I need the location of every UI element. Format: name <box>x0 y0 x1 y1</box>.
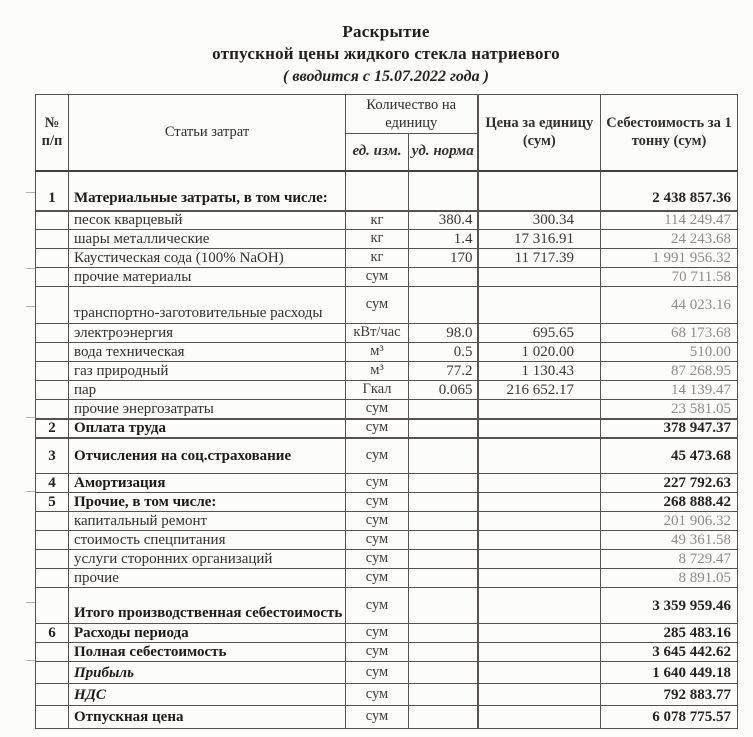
unit-of-measure: сум <box>346 493 409 512</box>
header-unit-of-measure: ед. изм. <box>346 133 409 171</box>
unit-price-value: 300.34 <box>478 211 601 230</box>
unit-of-measure: сум <box>346 684 409 706</box>
header-cost-items: Статьи затрат <box>69 94 346 171</box>
unit-price-value: 1 020.00 <box>478 343 601 362</box>
cost-item-label: НДС <box>69 684 346 706</box>
specific-norm-value <box>409 684 478 706</box>
document-content <box>35 0 737 729</box>
cost-item-label: транспортно-заготовительные расходы <box>69 287 346 324</box>
cost-item-label: песок кварцевый <box>69 211 346 230</box>
table-row <box>36 171 738 211</box>
cost-per-tonne-value: 6 078 775.57 <box>601 706 738 729</box>
unit-of-measure: сум <box>346 512 409 531</box>
row-number <box>36 249 69 268</box>
cost-per-tonne-value: 227 792.63 <box>601 474 738 493</box>
cost-item-label: Прочие, в том числе: <box>69 493 346 512</box>
specific-norm-value: 98.0 <box>409 324 478 343</box>
specific-norm-value <box>409 512 478 531</box>
unit-of-measure: сум <box>346 588 409 624</box>
scan-artifact <box>26 491 35 492</box>
unit-price-value <box>478 569 601 588</box>
header-specific-norm: уд. норма <box>409 133 478 171</box>
table-row <box>36 400 738 419</box>
scan-artifact <box>26 268 35 269</box>
unit-of-measure: сум <box>346 643 409 662</box>
row-number <box>36 362 69 381</box>
unit-of-measure: сум <box>346 624 409 643</box>
unit-of-measure: сум <box>346 438 409 474</box>
cost-per-tonne-value: 1 991 956.32 <box>601 249 738 268</box>
specific-norm-value <box>409 171 478 211</box>
cost-item-label: Материальные затраты, в том числе: <box>69 171 346 211</box>
specific-norm-value: 0.5 <box>409 343 478 362</box>
cost-disclosure-table <box>35 94 738 730</box>
cost-item-label: Оплата труда <box>69 419 346 438</box>
cost-item-label: вода техническая <box>69 343 346 362</box>
cost-item-label: капитальный ремонт <box>69 512 346 531</box>
row-number <box>36 230 69 249</box>
cost-per-tonne-value: 3 359 959.46 <box>601 588 738 624</box>
row-number: 1 <box>36 171 69 211</box>
row-number <box>36 400 69 419</box>
cost-per-tonne-value: 24 243.68 <box>601 230 738 249</box>
row-number <box>36 268 69 287</box>
unit-of-measure: м³ <box>346 343 409 362</box>
specific-norm-value <box>409 400 478 419</box>
row-number: 3 <box>36 438 69 474</box>
scan-artifact <box>26 192 35 193</box>
unit-price-value <box>478 171 601 211</box>
table-row <box>36 643 738 662</box>
specific-norm-value <box>409 493 478 512</box>
unit-of-measure: сум <box>346 400 409 419</box>
cost-item-label: Амортизация <box>69 474 346 493</box>
unit-of-measure: сум <box>346 662 409 684</box>
table-row <box>36 343 738 362</box>
cost-item-label: Полная себестоимость <box>69 643 346 662</box>
table-header <box>36 94 738 171</box>
table-row <box>36 512 738 531</box>
cost-per-tonne-value: 378 947.37 <box>601 419 738 438</box>
unit-price-value: 11 717.39 <box>478 249 601 268</box>
unit-price-value <box>478 400 601 419</box>
specific-norm-value <box>409 643 478 662</box>
table-row <box>36 550 738 569</box>
table-row <box>36 324 738 343</box>
row-number <box>36 550 69 569</box>
cost-per-tonne-value: 114 249.47 <box>601 211 738 230</box>
cost-per-tonne-value: 8 729.47 <box>601 550 738 569</box>
scan-artifact <box>26 306 35 307</box>
row-number <box>36 662 69 684</box>
row-number <box>36 643 69 662</box>
unit-of-measure: сум <box>346 474 409 493</box>
unit-price-value: 17 316.91 <box>478 230 601 249</box>
cost-item-label: электроэнергия <box>69 324 346 343</box>
row-number <box>36 512 69 531</box>
specific-norm-value <box>409 438 478 474</box>
unit-price-value <box>478 684 601 706</box>
header-row-number: № п/п <box>36 94 69 171</box>
row-number <box>36 381 69 400</box>
row-number <box>36 569 69 588</box>
unit-of-measure: Гкал <box>346 381 409 400</box>
cost-item-label: прочие материалы <box>69 268 346 287</box>
unit-of-measure <box>346 171 409 211</box>
cost-item-label: Отпускная цена <box>69 706 346 729</box>
specific-norm-value: 77.2 <box>409 362 478 381</box>
cost-per-tonne-value: 2 438 857.36 <box>601 171 738 211</box>
specific-norm-value <box>409 550 478 569</box>
specific-norm-value: 0.065 <box>409 381 478 400</box>
row-number <box>36 706 69 729</box>
unit-price-value <box>478 624 601 643</box>
cost-per-tonne-value: 268 888.42 <box>601 493 738 512</box>
specific-norm-value <box>409 706 478 729</box>
table-row <box>36 662 738 684</box>
table-row <box>36 493 738 512</box>
table-row <box>36 474 738 493</box>
cost-per-tonne-value: 45 473.68 <box>601 438 738 474</box>
row-number <box>36 211 69 230</box>
specific-norm-value <box>409 624 478 643</box>
document-title-block <box>35 0 737 87</box>
unit-price-value: 1 130.43 <box>478 362 601 381</box>
cost-item-label: услуги сторонних организаций <box>69 550 346 569</box>
table-row <box>36 230 738 249</box>
table-row <box>36 419 738 438</box>
unit-price-value <box>478 438 601 474</box>
row-number: 6 <box>36 624 69 643</box>
row-number <box>36 588 69 624</box>
cost-per-tonne-value: 201 906.32 <box>601 512 738 531</box>
table-row <box>36 531 738 550</box>
cost-per-tonne-value: 68 173.68 <box>601 324 738 343</box>
unit-of-measure: сум <box>346 550 409 569</box>
title-line-1: Раскрытие <box>342 22 430 41</box>
cost-item-label: газ природный <box>69 362 346 381</box>
row-number <box>36 531 69 550</box>
unit-of-measure: кг <box>346 211 409 230</box>
cost-per-tonne-value: 3 645 442.62 <box>601 643 738 662</box>
specific-norm-value: 380.4 <box>409 211 478 230</box>
table-row <box>36 268 738 287</box>
table-row <box>36 569 738 588</box>
row-number: 5 <box>36 493 69 512</box>
cost-per-tonne-value: 70 711.58 <box>601 268 738 287</box>
unit-of-measure: кг <box>346 230 409 249</box>
cost-item-label: Расходы периода <box>69 624 346 643</box>
unit-of-measure: сум <box>346 569 409 588</box>
header-unit-price: Цена за единицу (сум) <box>478 94 601 171</box>
row-number: 4 <box>36 474 69 493</box>
table-row <box>36 211 738 230</box>
cost-item-label: пар <box>69 381 346 400</box>
specific-norm-value <box>409 474 478 493</box>
unit-price-value <box>478 531 601 550</box>
cost-per-tonne-value: 14 139.47 <box>601 381 738 400</box>
unit-price-value <box>478 706 601 729</box>
table-row <box>36 684 738 706</box>
cost-item-label: Итого производственная себестоимость <box>69 588 346 624</box>
unit-of-measure: кг <box>346 249 409 268</box>
unit-price-value <box>478 268 601 287</box>
unit-of-measure: сум <box>346 706 409 729</box>
unit-of-measure: м³ <box>346 362 409 381</box>
cost-item-label: стоимость спецпитания <box>69 531 346 550</box>
specific-norm-value <box>409 531 478 550</box>
title-line-2: отпускной цены жидкого стекла натриевого <box>212 44 560 64</box>
unit-of-measure: кВт/час <box>346 324 409 343</box>
row-number <box>36 684 69 706</box>
row-number <box>36 343 69 362</box>
row-number <box>36 324 69 343</box>
cost-per-tonne-value: 792 883.77 <box>601 684 738 706</box>
table-body <box>36 171 738 729</box>
unit-price-value: 695.65 <box>478 324 601 343</box>
cost-per-tonne-value: 8 891.05 <box>601 569 738 588</box>
cost-item-label: Отчисления на соц.страхование <box>69 438 346 474</box>
title-line-3: ( вводится с 15.07.2022 года ) <box>283 67 489 85</box>
scan-artifact <box>26 417 35 418</box>
table-row <box>36 362 738 381</box>
specific-norm-value <box>409 569 478 588</box>
specific-norm-value <box>409 662 478 684</box>
unit-price-value <box>478 550 601 569</box>
specific-norm-value <box>409 268 478 287</box>
row-number <box>36 287 69 324</box>
specific-norm-value <box>409 419 478 438</box>
cost-item-label: шары металлические <box>69 230 346 249</box>
unit-price-value <box>478 662 601 684</box>
specific-norm-value <box>409 287 478 324</box>
cost-item-label: Прибыль <box>69 662 346 684</box>
cost-item-label: прочие <box>69 569 346 588</box>
table-row <box>36 706 738 729</box>
unit-price-value <box>478 419 601 438</box>
cost-item-label: Каустическая сода (100% NaOH) <box>69 249 346 268</box>
cost-per-tonne-value: 285 483.16 <box>601 624 738 643</box>
cost-per-tonne-value: 87 268.95 <box>601 362 738 381</box>
scan-artifact <box>26 660 35 661</box>
scan-artifact <box>26 602 35 603</box>
table-row <box>36 588 738 624</box>
table-row <box>36 287 738 324</box>
header-quantity-group: Количество на единицу <box>346 94 478 133</box>
cost-per-tonne-value: 1 640 449.18 <box>601 662 738 684</box>
table-row <box>36 624 738 643</box>
table-row <box>36 438 738 474</box>
unit-of-measure: сум <box>346 268 409 287</box>
table-row <box>36 249 738 268</box>
table-row <box>36 381 738 400</box>
unit-of-measure: сум <box>346 531 409 550</box>
specific-norm-value <box>409 588 478 624</box>
header-cost-per-tonne: Себестоимость за 1 тонну (сум) <box>601 94 738 171</box>
unit-price-value <box>478 493 601 512</box>
unit-price-value <box>478 588 601 624</box>
cost-per-tonne-value: 49 361.58 <box>601 531 738 550</box>
unit-price-value: 216 652.17 <box>478 381 601 400</box>
unit-price-value <box>478 643 601 662</box>
cost-per-tonne-value: 44 023.16 <box>601 287 738 324</box>
unit-price-value <box>478 474 601 493</box>
specific-norm-value: 170 <box>409 249 478 268</box>
cost-item-label: прочие энергозатраты <box>69 400 346 419</box>
unit-of-measure: сум <box>346 287 409 324</box>
specific-norm-value: 1.4 <box>409 230 478 249</box>
cost-per-tonne-value: 23 581.05 <box>601 400 738 419</box>
cost-per-tonne-value: 510.00 <box>601 343 738 362</box>
unit-price-value <box>478 512 601 531</box>
unit-of-measure: сум <box>346 419 409 438</box>
unit-price-value <box>478 287 601 324</box>
row-number: 2 <box>36 419 69 438</box>
